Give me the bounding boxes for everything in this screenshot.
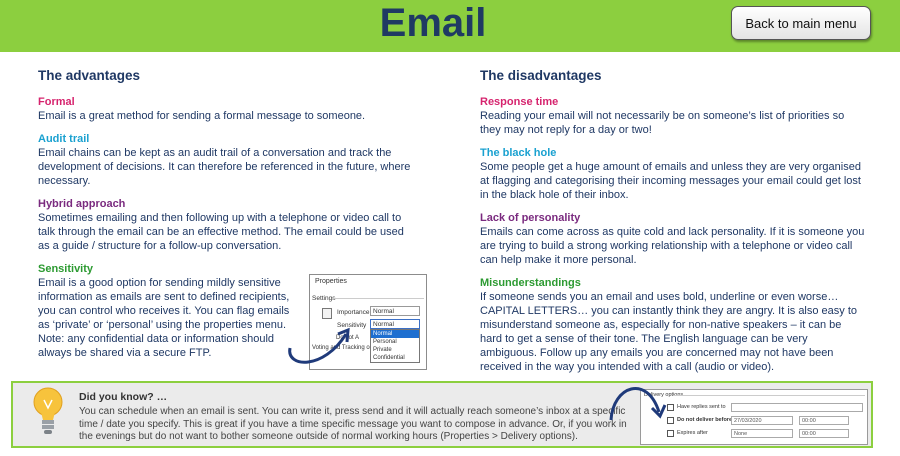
properties-title: Properties: [315, 278, 347, 285]
advantages-heading: The advantages: [38, 68, 141, 83]
did-you-know-text: You can schedule when an email is sent. You can write it, press send and it will actually reach someone’s inbox at a specific time / date you specify. This is great if you have a time specific message you want to compose in advance. Or, if you work in the evenings but do not want to bother someone outside of normal working hours (Properties > Delivery options).: [79, 406, 627, 442]
sensitivity-label: Sensitivity: [337, 322, 367, 329]
disadvantage-item: [480, 95, 865, 137]
disadvantage-text: Reading your email will not necessarily be on someone’s list of priorities so they may not reply for a day or two!: [480, 110, 845, 136]
disadvantage-item: [480, 276, 865, 374]
disadvantage-title: Response time: [480, 96, 559, 108]
settings-label: Settings: [312, 295, 336, 302]
disadvantage-text: Emails can come across as quite cold and lack personality. If it is someone you are trying to build a strong working relationship with a telephone or video call can help make it more personal.: [480, 226, 865, 266]
disadvantage-title: Lack of personality: [480, 212, 581, 224]
divider: [673, 395, 865, 396]
lightbulb-icon: [31, 386, 65, 438]
advantage-text: Email is a good option for sending mildly sensitive information as emails are sent to defined recipients, you can control who receives it. You can flag emails as ‘private’ or ‘personal’ using the properties menu. Note: any confidential data or information should always be shared via a secure FTP.: [38, 277, 290, 359]
advantage-title: Formal: [38, 96, 75, 108]
option-personal: Personal: [373, 339, 397, 345]
advantage-title: Audit trail: [38, 133, 90, 145]
divider: [332, 298, 424, 299]
advantage-item: [38, 132, 418, 188]
disadvantage-title: The black hole: [480, 147, 557, 159]
disadvantages-heading: The disadvantages: [480, 68, 602, 83]
option-confidential: Confidential: [373, 355, 405, 361]
disadvantage-title: Misunderstandings: [480, 277, 581, 289]
page-title: Email: [379, 1, 487, 45]
expires-after-checkbox: [667, 430, 674, 437]
do-not-deliver-label: Do not deliver before: [677, 417, 733, 423]
curved-arrow-icon: [607, 372, 669, 424]
disadvantage-item: [480, 146, 865, 202]
disadvantage-item: [480, 211, 865, 267]
replies-field: [731, 403, 863, 412]
curved-arrow-icon: [284, 326, 354, 374]
importance-select: Normal: [370, 306, 420, 316]
disadvantage-text: Some people get a huge amount of emails and unless they are very organised at flagging and categorising their incoming messages your email could get lost in the black hole of their inbox.: [480, 161, 861, 201]
deliver-date-field: 27/03/2020: [731, 416, 793, 425]
voting-label: Voting and Tracking o: [312, 345, 370, 351]
advantage-item: [38, 95, 418, 123]
disadvantages-column: [480, 68, 865, 383]
back-to-main-menu-button[interactable]: Back to main menu: [731, 6, 871, 40]
delivery-options-image: [640, 389, 868, 445]
sensitivity-dropdown: [370, 329, 420, 363]
settings-icon: [322, 308, 332, 319]
expires-time-field: 00:00: [799, 429, 849, 438]
expires-after-label: Expires after: [677, 430, 708, 436]
advantage-title: Hybrid approach: [38, 198, 126, 210]
option-private: Private: [373, 347, 392, 353]
disadvantage-text: If someone sends you an email and uses bold, underline or even worse… CAPITAL LETTERS… you can instantly think they are angry. It is also easy to misunderstand someone as, especially for non-native speakers – it can be hard to get a sense of their tone. The English language can be very ambiguous. Follow up any emails you are concerned may not have been received in the way you intended with a call (audio or video).: [480, 291, 858, 373]
advantage-text: Sometimes emailing and then following up with a telephone or video call to talk through the email can be an effective method. The email could be used as a guide / structure for a follow-up conversation.: [38, 212, 404, 252]
advantage-item: [38, 197, 418, 253]
advantage-title: Sensitivity: [38, 263, 94, 275]
did-you-know-title: Did you know? …: [79, 391, 168, 403]
option-normal: Normal: [371, 330, 419, 338]
delivery-options-title: Delivery options: [644, 392, 684, 398]
sensitivity-select: Normal: [370, 319, 420, 329]
deliver-time-field: 00:00: [799, 416, 849, 425]
have-replies-label: Have replies sent to: [677, 404, 726, 410]
advantage-text: Email is a great method for sending a formal message to someone.: [38, 110, 366, 122]
importance-label: Importance: [337, 309, 370, 316]
advantage-text: Email chains can be kept as an audit trail of a conversation and track the development of decisions. It can therefore be referenced in the future, where necessary.: [38, 147, 411, 187]
expires-date-field: None: [731, 429, 793, 438]
do-not-label: Do not A: [336, 335, 360, 341]
